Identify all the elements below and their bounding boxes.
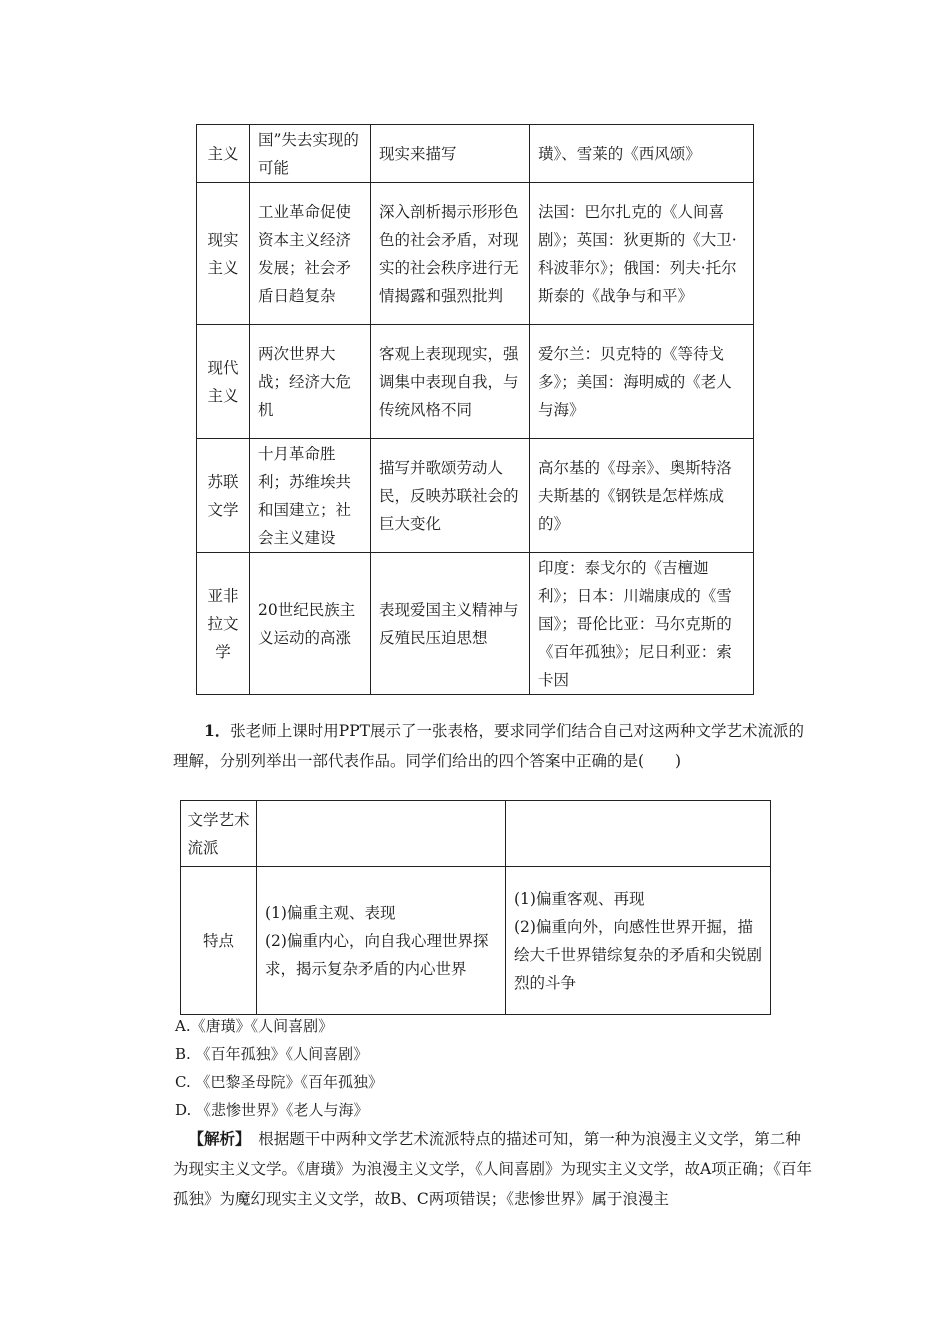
table-cell: 国”失去实现的可能 [250,125,371,183]
feature-table [180,800,771,1015]
table-cell [197,439,250,553]
analysis-body: 根据题干中两种文学艺术流派特点的描述可知，第一种为浪漫主义文学，第二种为现实主义文学。《唐璜》为浪漫主义文学，《人间喜剧》为现实主义文学，故A项正确；《百年孤独》为魔幻现实主义文学，故B、C两项错误；《悲惨世界》属于浪漫主 [173,1130,812,1208]
question-body: 张老师上课时用PPT展示了一张表格，要求同学们结合自己对这两种文学艺术流派的理解，分别列举出一部代表作品。同学们给出的四个答案中正确的是( ) [173,722,804,770]
table-cell: 璜》、雪莱的《西风颂》 [530,125,754,183]
table-cell [506,801,771,867]
option-text: 《唐璜》《人间喜剧》 [190,1017,334,1035]
table-row [197,439,754,553]
option-text: 《悲惨世界》《老人与海》 [196,1101,369,1119]
table-row [197,183,754,325]
option-label: A. [175,1017,191,1035]
feature-line: (1)偏重主观、表现 [265,903,396,922]
table-cell [257,801,506,867]
table-row [181,867,771,1015]
option-text: 《巴黎圣母院》《百年孤独》 [195,1073,384,1091]
analysis-label: 【解析】 [188,1129,243,1148]
question-text [173,716,813,776]
table-cell: 爱尔兰：贝克特的《等待戈多》；美国：海明威的《老人与海》 [530,325,754,439]
cell-label: 文学艺术流派 [187,810,250,857]
question-number: 1． [204,721,231,740]
option-a [175,1013,333,1039]
option-label: D. [175,1101,192,1119]
table-row [181,801,771,867]
feature-line: (2)偏重向外，向感性世界开掘，描绘大千世界错综复杂的矛盾和尖锐剧烈的斗争 [514,917,763,992]
feature-line: (1)偏重客观、再现 [514,889,645,908]
table-cell: 20世纪民族主义运动的高涨 [250,553,371,695]
table-cell: 印度：泰戈尔的《吉檀迦利》；日本：川端康成的《雪国》；哥伦比亚：马尔克斯的《百年孤独》；尼日利亚：索卡因 [530,553,754,695]
option-label: C. [175,1073,191,1091]
option-text: 《百年孤独》《人间喜剧》 [195,1045,369,1063]
cell-label: 现代主义 [207,358,239,405]
table-cell [506,867,771,1015]
cell-label: 现实主义 [207,230,239,277]
table-cell: 深入剖析揭示形形色色的社会矛盾，对现实的社会秩序进行无情揭露和强烈批判 [371,183,530,325]
table-row [197,125,754,183]
option-b [175,1041,368,1067]
table-cell: 现实来描写 [371,125,530,183]
table-cell: 两次世界大战；经济大危机 [250,325,371,439]
table-cell [197,553,250,695]
option-d [175,1097,369,1123]
table-cell [197,325,250,439]
table-cell [181,801,257,867]
table-cell [197,183,250,325]
table-cell: 描写并歌颂劳动人民，反映苏联社会的巨大变化 [371,439,530,553]
option-label: B. [175,1045,191,1063]
table-cell: 法国：巴尔扎克的《人间喜剧》；英国：狄更斯的《大卫·科波菲尔》；俄国：列夫·托尔斯泰的《战争与和平》 [530,183,754,325]
literature-table [196,124,754,695]
feature-line: (2)偏重内心，向自我心理世界探求，揭示复杂矛盾的内心世界 [265,931,489,978]
table-row [197,325,754,439]
cell-label: 苏联文学 [207,472,239,519]
table-row [197,553,754,695]
table-cell: 十月革命胜利；苏维埃共和国建立；社会主义建设 [250,439,371,553]
table-cell [257,867,506,1015]
analysis-text [173,1124,813,1214]
table-cell: 工业革命促使资本主义经济发展；社会矛盾日趋复杂 [250,183,371,325]
table-cell: 客观上表现现实，强调集中表现自我，与传统风格不同 [371,325,530,439]
table-cell: 主义 [197,125,250,183]
table-cell: 表现爱国主义精神与反殖民压迫思想 [371,553,530,695]
option-c [175,1069,383,1095]
table-cell: 特点 [181,867,257,1015]
cell-label: 亚非拉文学 [207,586,239,661]
table-cell: 高尔基的《母亲》、奥斯特洛夫斯基的《钢铁是怎样炼成的》 [530,439,754,553]
